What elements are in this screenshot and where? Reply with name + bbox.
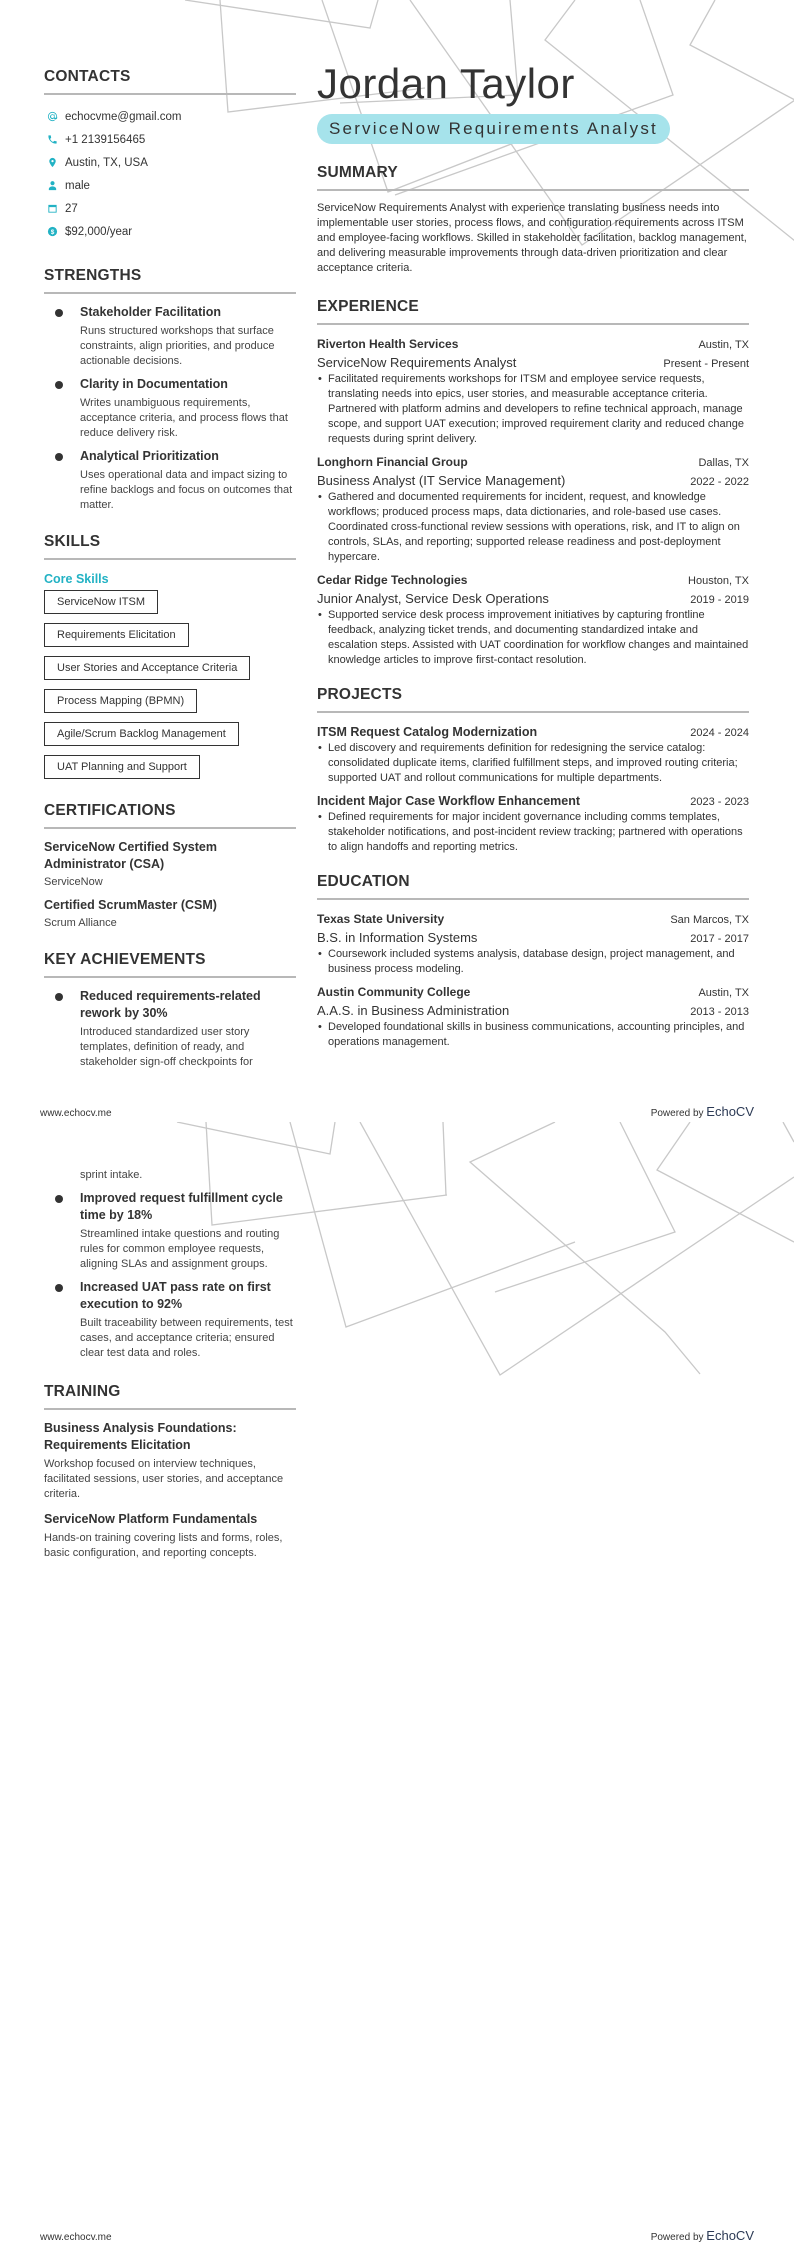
powered-by-label: Powered by xyxy=(650,2232,704,2243)
footer-site-link[interactable]: www.echocv.me xyxy=(40,2232,112,2243)
skill-chip: Agile/Scrum Backlog Management xyxy=(44,722,239,746)
strength-desc: Uses operational data and impact sizing to refine backlogs and focus on outcomes that matter. xyxy=(80,469,293,511)
strength-item xyxy=(44,304,296,369)
summary-heading: SUMMARY xyxy=(317,164,749,191)
contacts-section xyxy=(44,68,296,243)
project-dates: 2023 - 2023 xyxy=(690,796,749,808)
education-bullet: • Developed foundational skills in business communications, accounting principles, and operations management. xyxy=(317,1020,749,1050)
location-pin-icon xyxy=(46,157,58,169)
experience-section xyxy=(317,298,749,668)
right-column xyxy=(317,60,749,1056)
brand-logo-text[interactable]: EchoCV xyxy=(706,1104,754,1119)
degree-name: A.A.S. in Business Administration xyxy=(317,1003,510,1018)
strengths-heading: STRENGTHS xyxy=(44,267,296,294)
contact-location xyxy=(44,151,296,174)
certification-org: ServiceNow xyxy=(44,876,103,888)
skill-chip: ServiceNow ITSM xyxy=(44,590,158,614)
strength-title: Analytical Prioritization xyxy=(80,449,219,463)
experience-heading: EXPERIENCE xyxy=(317,298,749,325)
achievement-item xyxy=(44,1279,296,1361)
summary-section xyxy=(317,164,749,276)
project-name: ITSM Request Catalog Modernization xyxy=(317,725,538,739)
school-name: Texas State University xyxy=(317,912,445,926)
degree-dates: 2013 - 2013 xyxy=(690,1006,749,1018)
company-location: Dallas, TX xyxy=(698,457,749,469)
skill-chip: Process Mapping (BPMN) xyxy=(44,689,197,713)
bullet-dot-icon xyxy=(55,1195,63,1203)
achievement-item xyxy=(44,988,296,1070)
left-column-continued xyxy=(44,1168,296,1570)
strength-title: Clarity in Documentation xyxy=(80,377,228,391)
strength-item xyxy=(44,376,296,441)
school-location: Austin, TX xyxy=(698,987,749,999)
job-bullet: • Gathered and documented requirements for incident, request, and knowledge workflows; produced process maps, data dictionaries, and role-based use cases. Coordinated cross-functional review sessions with operations, risk, and IT to align on controls, SLAs, and reporting; supported release readiness and post-deployment hypercare. xyxy=(317,490,749,565)
training-desc: Hands-on training covering lists and forms, roles, basic configuration, and reporting concepts. xyxy=(44,1532,283,1559)
experience-entry xyxy=(317,335,749,447)
contact-salary xyxy=(44,220,296,243)
training-heading: TRAINING xyxy=(44,1383,296,1410)
skills-heading: SKILLS xyxy=(44,533,296,560)
job-role: Business Analyst (IT Service Management) xyxy=(317,473,566,488)
certification-name: ServiceNow Certified System Administrator (CSA) xyxy=(44,840,217,871)
education-heading: EDUCATION xyxy=(317,873,749,900)
job-bullet: • Facilitated requirements workshops for ITSM and employee service requests, translating needs into epics, user stories, and measurable acceptance criteria. Partnered with platform admins and developers to refine technical approach, manage scope, and support UAT execution; improved requirement clarity and reduced change requests during sprint delivery. xyxy=(317,372,749,447)
project-name: Incident Major Case Workflow Enhancement xyxy=(317,794,581,808)
certification-name: Certified ScrumMaster (CSM) xyxy=(44,898,217,912)
person-icon xyxy=(46,180,58,192)
bullet-dot-icon xyxy=(55,453,63,461)
certifications-heading: CERTIFICATIONS xyxy=(44,802,296,829)
candidate-name: Jordan Taylor xyxy=(317,60,575,107)
company-location: Houston, TX xyxy=(688,575,749,587)
job-role: Junior Analyst, Service Desk Operations xyxy=(317,591,549,606)
education-entry xyxy=(317,983,749,1050)
resume-page-2 xyxy=(0,1122,794,2246)
experience-entry xyxy=(317,571,749,668)
contact-location-value: Austin, TX, USA xyxy=(65,156,148,169)
job-role: ServiceNow Requirements Analyst xyxy=(317,355,517,370)
company-name: Riverton Health Services xyxy=(317,337,459,351)
phone-icon xyxy=(46,134,58,146)
certification-org: Scrum Alliance xyxy=(44,917,117,929)
job-dates: 2022 - 2022 xyxy=(690,476,749,488)
training-name: ServiceNow Platform Fundamentals xyxy=(44,1512,258,1526)
achievement-desc: Introduced standardized user story templates, definition of ready, and stakeholder sign-off checkpoints for xyxy=(80,1026,253,1068)
achievements-heading: KEY ACHIEVEMENTS xyxy=(44,951,296,978)
bullet-dot-icon xyxy=(55,1284,63,1292)
powered-by-label: Powered by xyxy=(650,1108,704,1119)
strengths-section xyxy=(44,267,296,513)
job-bullet: • Supported service desk process improvement initiatives by capturing frontline feedback, analyzing ticket trends, and documenting standardized intake and escalation steps. Assisted with UAT coordination for workflow changes and maintained knowledge articles to improve first-contact resolution. xyxy=(317,608,749,668)
contact-age-value: 27 xyxy=(65,202,78,215)
job-dates: 2019 - 2019 xyxy=(690,594,749,606)
contact-email-value: echocvme@gmail.com xyxy=(65,110,182,123)
project-bullet: • Defined requirements for major incident governance including comms templates, stakeholder notifications, and post-incident review tracking; partnered with operations to align handoffs and reporting metrics. xyxy=(317,810,749,855)
page-footer xyxy=(40,2228,754,2243)
job-dates: Present - Present xyxy=(663,358,749,370)
education-entry xyxy=(317,910,749,977)
job-title-badge: ServiceNow Requirements Analyst xyxy=(317,114,670,144)
svg-text:$: $ xyxy=(50,228,54,236)
strength-desc: Writes unambiguous requirements, acceptance criteria, and process flows that reduce delivery risk. xyxy=(80,397,288,439)
education-bullet: • Coursework included systems analysis, database design, project management, and business process modeling. xyxy=(317,947,749,977)
brand-logo-text[interactable]: EchoCV xyxy=(706,2228,754,2243)
company-location: Austin, TX xyxy=(698,339,749,351)
contact-salary-value: $92,000/year xyxy=(65,225,133,238)
achievement-desc: Streamlined intake questions and routing rules for common employee requests, aligning SLAs and assignment groups. xyxy=(80,1228,280,1270)
school-name: Austin Community College xyxy=(317,985,471,999)
footer-powered-by xyxy=(651,1104,754,1119)
strength-desc: Runs structured workshops that surface constraints, align priorities, and produce actionable decisions. xyxy=(80,325,275,367)
achievement-desc: Built traceability between requirements, test cases, and acceptance criteria; ensured clear test data and roles. xyxy=(80,1317,293,1359)
training-section xyxy=(44,1383,296,1561)
achievement-title: Improved request fulfillment cycle time by 18% xyxy=(80,1191,283,1222)
degree-name: B.S. in Information Systems xyxy=(317,930,478,945)
contact-phone-value: +1 2139156465 xyxy=(65,133,146,146)
contacts-heading: CONTACTS xyxy=(44,68,296,95)
school-location: San Marcos, TX xyxy=(670,914,749,926)
education-section xyxy=(317,873,749,1050)
achievement-item-continued xyxy=(44,1168,296,1183)
contact-phone[interactable] xyxy=(44,128,296,151)
company-name: Longhorn Financial Group xyxy=(317,455,468,469)
footer-site-link[interactable]: www.echocv.me xyxy=(40,1108,112,1119)
achievement-title: Increased UAT pass rate on first execution to 92% xyxy=(80,1280,271,1311)
company-name: Cedar Ridge Technologies xyxy=(317,573,468,587)
achievement-item xyxy=(44,1190,296,1272)
contact-email[interactable] xyxy=(44,105,296,128)
skill-chip: UAT Planning and Support xyxy=(44,755,200,779)
skill-chip: Requirements Elicitation xyxy=(44,623,189,647)
achievements-section xyxy=(44,951,296,1070)
bullet-dot-icon xyxy=(55,381,63,389)
projects-section xyxy=(317,686,749,855)
degree-dates: 2017 - 2017 xyxy=(690,933,749,945)
project-entry xyxy=(317,723,749,786)
contact-gender-value: male xyxy=(65,179,90,192)
calendar-icon xyxy=(46,203,58,215)
at-icon xyxy=(46,111,58,123)
summary-text: ServiceNow Requirements Analyst with experience translating business needs into implementable user stories, process flows, and configuration requirements across ITSM and employee-facing workflows. Skilled in stakeholder facilitation, backlog management, and delivering measurable improvements through data-driven prioritization and clear acceptance criteria. xyxy=(317,202,747,274)
skill-chip: User Stories and Acceptance Criteria xyxy=(44,656,250,680)
left-column xyxy=(44,68,296,1077)
contact-gender xyxy=(44,174,296,197)
footer-powered-by xyxy=(651,2228,754,2243)
page-footer xyxy=(40,1104,754,1119)
bullet-dot-icon xyxy=(55,993,63,1001)
training-desc: Workshop focused on interview techniques, facilitated sessions, user stories, and acceptance criteria. xyxy=(44,1458,284,1500)
contact-age xyxy=(44,197,296,220)
strength-title: Stakeholder Facilitation xyxy=(80,305,222,319)
projects-heading: PROJECTS xyxy=(317,686,749,713)
resume-page-1 xyxy=(0,0,794,1122)
dollar-coin-icon xyxy=(46,226,58,238)
bullet-dot-icon xyxy=(55,309,63,317)
certifications-section xyxy=(44,802,296,929)
project-entry xyxy=(317,792,749,855)
training-name: Business Analysis Foundations: Requirements Elicitation xyxy=(44,1421,237,1452)
achievement-desc: sprint intake. xyxy=(80,1169,143,1181)
achievement-title: Reduced requirements-related rework by 30% xyxy=(80,989,261,1020)
strength-item xyxy=(44,448,296,513)
skill-chip-list xyxy=(44,590,296,788)
project-dates: 2024 - 2024 xyxy=(690,727,749,739)
project-bullet: • Led discovery and requirements definition for redesigning the service catalog: consolidated duplicate items, clarified fulfillment steps, and improved routing criteria; supported UAT and rollout communications for multiple departments. xyxy=(317,741,749,786)
experience-entry xyxy=(317,453,749,565)
skill-group-label: Core Skills xyxy=(44,572,109,586)
skills-section xyxy=(44,533,296,788)
